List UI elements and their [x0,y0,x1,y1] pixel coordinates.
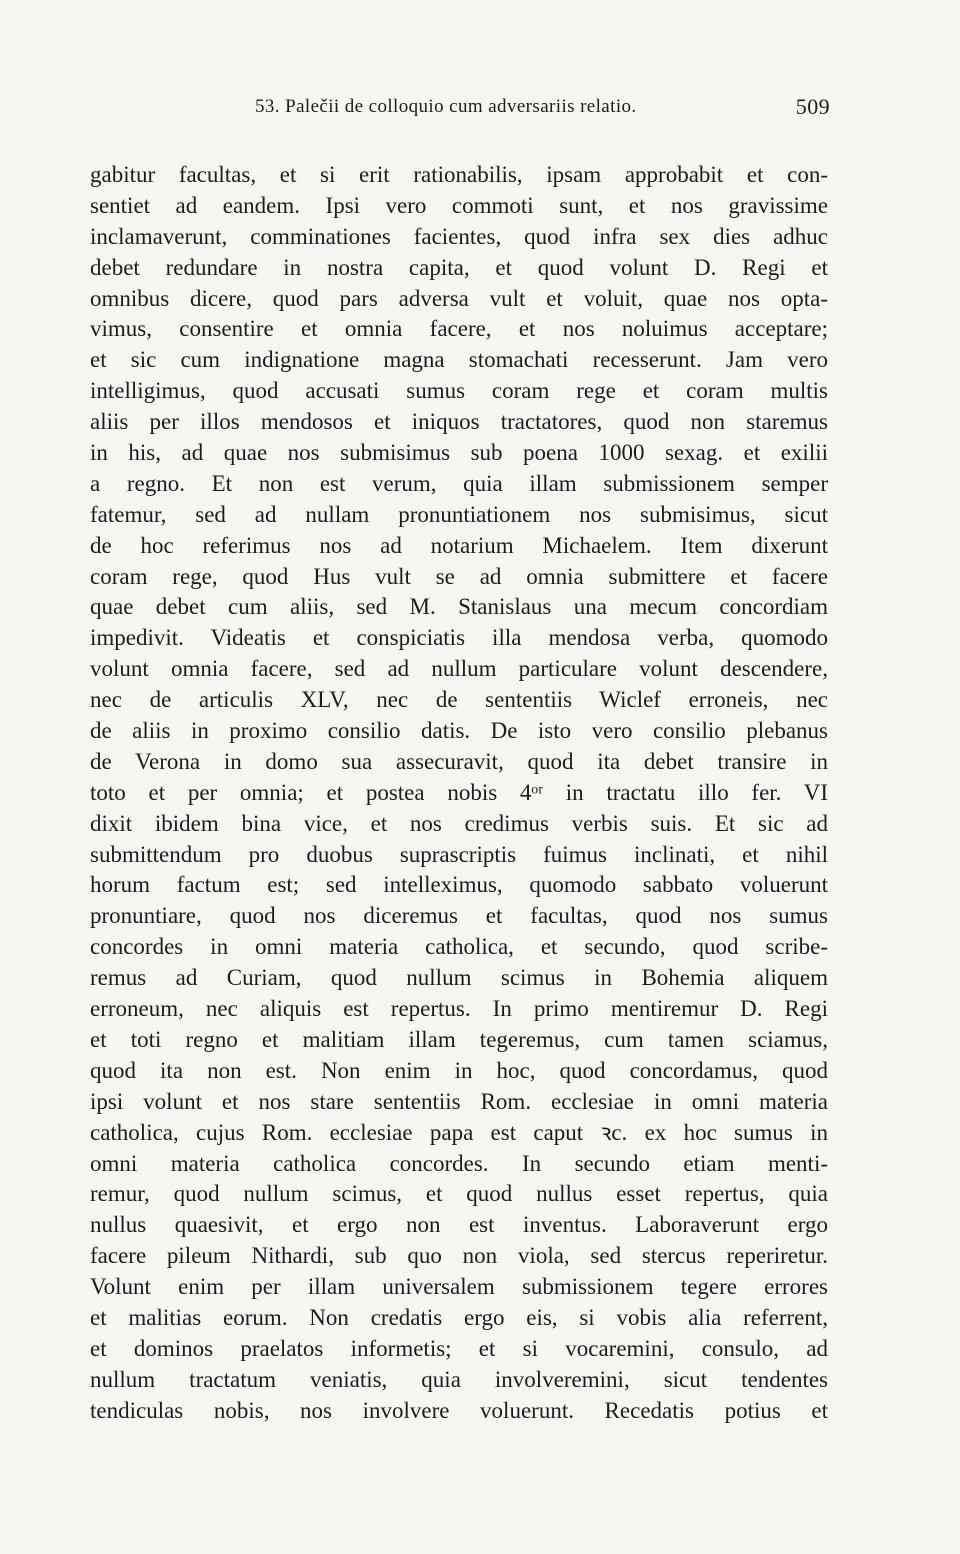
text-line: submittendum pro duobus suprascriptis fuimus inclinati, et nihil [90,841,828,867]
text-line: de Verona in domo sua assecuravit, quod ita debet transire in [90,748,828,774]
page-number: 509 [795,94,830,119]
text-line: remur, quod nullum scimus, et quod nullus esset repertus, quia [90,1181,828,1207]
text-line: ipsi volunt et nos stare sententiis Rom. ecclesiae in omni materia [90,1088,828,1114]
text-line: et dominos praelatos informetis; et si vocaremini, consulo, ad [90,1335,828,1361]
text-line: concordes in omni materia catholica, et secundo, quod scribe- [90,934,828,960]
text-line: coram rege, quod Hus vult se ad omnia submittere et facere [90,563,828,589]
text-line: Volunt enim per illam universalem submissionem tegere errores [90,1274,828,1300]
body-text [90,160,828,1427]
text-line: impedivit. Videatis et conspiciatis illa mendosa verba, quomodo [90,625,828,651]
text-line: pronuntiare, quod nos diceremus et facultas, quod nos sumus [90,903,828,929]
text-line: inclamaverunt, comminationes facientes, quod infra sex dies adhuc [90,223,828,249]
running-head [255,96,830,126]
text-line: intelligimus, quod accusati sumus coram rege et coram multis [90,378,828,404]
text-line: omnibus dicere, quod pars adversa vult et voluit, quae nos opta- [90,285,828,311]
text-line: et toti regno et malitiam illam tegeremus, cum tamen sciamus, [90,1026,828,1052]
text-line: quae debet cum aliis, sed M. Stanislaus una mecum concordiam [90,594,828,620]
text-line: dixit ibidem bina vice, et nos credimus verbis suis. Et sic ad [90,810,828,836]
text-line: nec de articulis XLV, nec de sententiis Wiclef erroneis, nec [90,687,828,713]
text-line: a regno. Et non est verum, quia illam submissionem semper [90,470,828,496]
text-line: toto et per omnia; et postea nobis 4ᵒʳ in tractatu illo fer. VI [90,779,828,805]
text-line: nullus quaesivit, et ergo non est inventus. Laboraverunt ergo [90,1212,828,1238]
text-line: de hoc referimus nos ad notarium Michaelem. Item dixerunt [90,532,828,558]
text-line: omni materia catholica concordes. In secundo etiam menti- [90,1150,828,1176]
text-line: fatemur, sed ad nullam pronuntiationem nos submisimus, sicut [90,501,828,527]
text-line: aliis per illos mendosos et iniquos tractatores, quod non staremus [90,409,828,435]
running-head-title: 53. Palečii de colloquio cum adversariis relatio. [255,96,637,117]
text-line: remus ad Curiam, quod nullum scimus in Bohemia aliquem [90,965,828,991]
text-line: gabitur facultas, et si erit rationabilis, ipsam approbabit et con- [90,162,828,187]
text-line: erroneum, nec aliquis est repertus. In primo mentiremur D. Regi [90,996,828,1022]
text-line: et sic cum indignatione magna stomachati recesserunt. Jam vero [90,347,828,373]
text-line: catholica, cujus Rom. ecclesiae papa est caput ꝛc. ex hoc sumus in [90,1119,828,1145]
text-line: facere pileum Nithardi, sub quo non viola, sed stercus reperiretur. [90,1243,828,1269]
text-line: de aliis in proximo consilio datis. De isto vero consilio plebanus [90,718,828,744]
text-line: nullum tractatum veniatis, quia involveremini, sicut tendentes [90,1366,828,1392]
text-line: et malitias eorum. Non credatis ergo eis, si vobis alia referrent, [90,1304,828,1330]
text-line: tendiculas nobis, nos involvere voluerunt. Recedatis potius et [90,1397,828,1423]
text-line: sentiet ad eandem. Ipsi vero commoti sunt, et nos gravissime [90,192,828,218]
text-line: quod ita non est. Non enim in hoc, quod concordamus, quod [90,1057,828,1083]
text-line: debet redundare in nostra capita, et quod volunt D. Regi et [90,254,828,280]
text-line: horum factum est; sed intelleximus, quomodo sabbato voluerunt [90,872,828,898]
text-line: in his, ad quae nos submisimus sub poena 1000 sexag. et exilii [90,440,828,466]
text-line: vimus, consentire et omnia facere, et nos noluimus acceptare; [90,316,828,342]
text-line: volunt omnia facere, sed ad nullum particulare volunt descendere, [90,656,828,682]
